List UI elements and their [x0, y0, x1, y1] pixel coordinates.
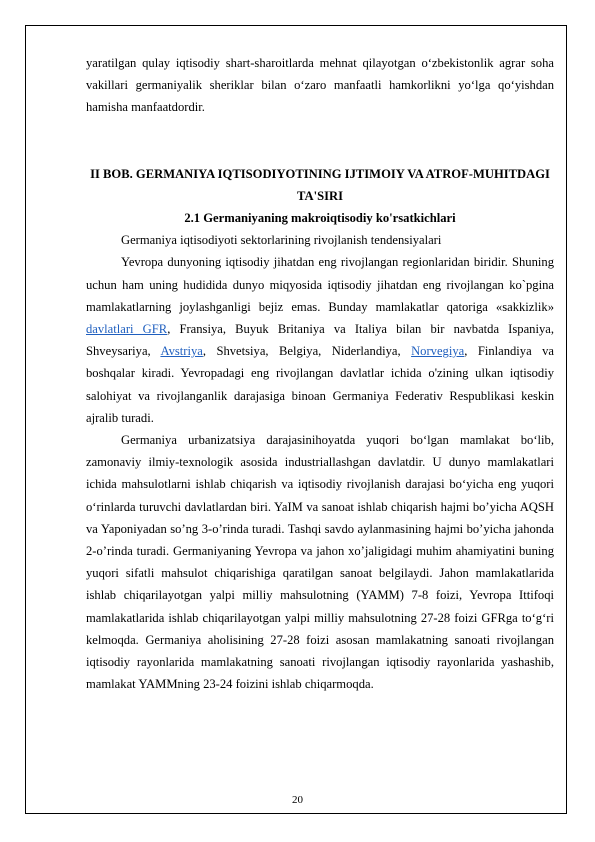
subtitle: Germaniya iqtisodiyoti sektorlarining rivojlanish tendensiyalari — [121, 233, 442, 248]
paragraph-europe-text-3: , Shvetsiya, Belgiya, Niderlandiya, — [202, 344, 412, 359]
link-norvegiya[interactable]: Norvegiya — [411, 344, 465, 359]
paragraph-europe-text-4: , Finlandiya va boshqalar kiradi. Yevropadagi eng rivojlangan davlatlar ichida o'zining ulkan iqtisodiy salohiyat va rivojlanganlik darajasiga binoan Germaniya Federativ Respublikasi keskin ajralib turadi. — [86, 344, 554, 425]
section-title: 2.1 Germaniyaning makroiqtisodiy ko'rsatkichlari — [184, 211, 456, 226]
chapter-title: II BOB. GERMANIYA IQTISODIYOTINING IJTIMOIY VA ATROF-MUHITDAGI TA'SIRI — [90, 166, 550, 203]
intro-paragraph: yaratilgan qulay iqtisodiy shart-sharoitlarda mehnat qilayotgan o‘zbekistonlik agrar soha vakillari germaniyalik sheriklar bilan o‘zaro manfaatli hamkorlikni yo‘lga qo‘yishdan hamisha manfaatdordir. — [86, 56, 554, 115]
paragraph-germany: Germaniya urbanizatsiya darajasinihoyatda yuqori bo‘lgan mamlakat bo‘lib, zamonaviy ilmiy-texnologik asosida industriallashgan davlatdir. U dunyo mamlakatlari ichida mahsulotlarni ishlab chiqarish va iqtisodiy rivojlanish darajasi bo‘yicha eng yuqori o‘rinlarda turuvchi davlatlardan biri. YaIM va sanoat ishlab chiqarish hajmi bo’yicha AQSH va Yaponiyadan so’ng 3-o’rinda turadi. Tashqi savdo aylanmasining hajmi bo’yicha jahonda 2-o’rinda turadi. Germaniyaning Yevropa va jahon xo’jaligidagi muhim ahamiyatini buning yuqori sifatli mahsulot chiqarishiga qaratilgan sanoat belgilaydi. Jahon mamlakatlarida ishlab chiqarilayotgan yalpi milliy mahsulotning (YAMM) 7-8 foizi, Yevropa Ittifoqi mamlakatlarida ishlab chiqarilayotgan yalpi milliy mahsulotning 27-28 foizi GFRga to‘g‘ri kelmoqda. Germaniya aholisining 27-28 foizi asosan mamlakatning sanoati rivojlangan iqtisodiy rayonlarida mamlakatning sanoati rivojlangan iqtisodiy rayonlarida yashashib, mamlakat YAMMning 23-24 foizini ishlab chiqarmoqda. — [86, 433, 554, 692]
spacer — [86, 119, 554, 163]
page-number: 20 — [292, 794, 303, 806]
document-body — [86, 52, 554, 695]
paragraph-europe-text-1: Yevropa dunyoning iqtisodiy jihatdan eng rivojlangan regionlaridan biridir. Shuning uchun ham uning hudidida dunyo miqyosida iqtisodiy jihatdan eng rivojlangan ko`pgina mamlakatlarning joylashganligi bejiz emas. Bunday mamlakatlar qatoriga «sakkizlik» — [86, 255, 554, 314]
link-avstriya[interactable]: Avstriya — [160, 344, 203, 359]
paragraph-europe-text-2: , Fransiya, Buyuk Britaniya va Italiya bilan bir navbatda Ispaniya, Shveysariya, — [86, 322, 554, 359]
link-davlatlari-gfr[interactable]: davlatlari GFR — [86, 322, 168, 337]
paragraph-europe — [86, 251, 554, 429]
